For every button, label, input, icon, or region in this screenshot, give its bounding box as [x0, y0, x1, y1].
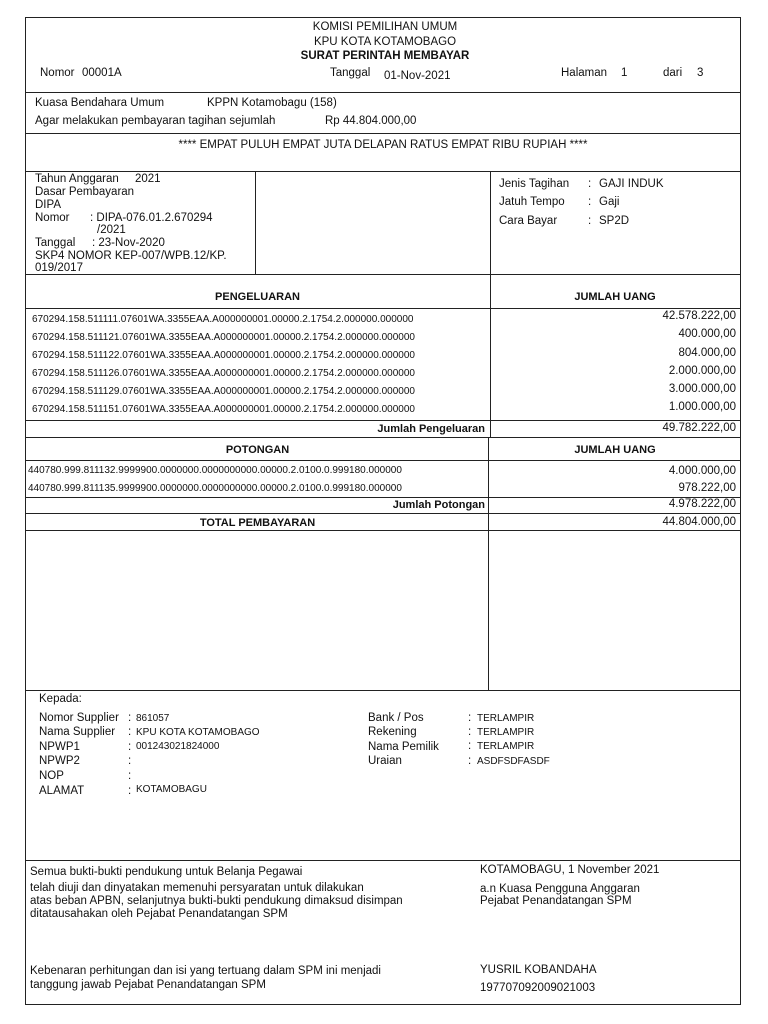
skp-line-2: 019/2017 [35, 262, 83, 274]
divider [25, 171, 741, 172]
budget-nomor-label: Nomor [35, 212, 70, 224]
colon: : [588, 196, 592, 208]
budget-nomor-value: : DIPA-076.01.2.670294 [90, 212, 213, 224]
responsibility-line: tanggung jawab Pejabat Penandatangan SPM [30, 979, 266, 991]
dari-label: dari [663, 67, 683, 79]
dipa-label: DIPA [35, 199, 61, 211]
divider [25, 437, 741, 438]
dari-value: 3 [697, 67, 704, 79]
signer-name: YUSRIL KOBANDAHA [480, 964, 597, 976]
divider [25, 308, 741, 309]
kppn-value: KPPN Kotamobagu (158) [207, 97, 337, 109]
pengeluaran-code: 670294.158.511151.07601WA.3355EAA.A000000001.00000.2.1754.2.000000.000000 [32, 404, 415, 415]
responsibility-line: Kebenaran perhitungan dan isi yang tertuang dalam SPM ini menjadi [30, 965, 381, 977]
potongan-amount: 4.000.000,00 [668, 465, 736, 477]
bank-field-label: Bank / Pos [368, 712, 424, 724]
divider [25, 133, 741, 134]
document-title: SURAT PERINTAH MEMBAYAR [300, 50, 470, 62]
pengeluaran-code: 670294.158.511129.07601WA.3355EAA.A000000001.00000.2.1754.2.000000.000000 [32, 386, 415, 397]
divider [25, 460, 741, 461]
tanggal-label: Tanggal [330, 67, 371, 79]
potongan-code: 440780.999.811132.9999900.0000000.0000000000.00000.2.0100.0.999180.000000 [28, 465, 402, 476]
potongan-header: POTONGAN [225, 444, 290, 456]
kuasa-label: Kuasa Bendahara Umum [35, 97, 165, 109]
supplier-field-value: KPU KOTA KOTAMOBAGO [136, 727, 260, 738]
jenis-tagihan-value: GAJI INDUK [599, 178, 664, 190]
column-divider [490, 171, 491, 274]
nomor-value: 00001A [82, 67, 122, 79]
pengeluaran-code: 670294.158.511122.07601WA.3355EAA.A000000001.00000.2.1754.2.000000.000000 [32, 350, 415, 361]
supplier-field-label: ALAMAT [39, 785, 85, 797]
kepada-title: Kepada: [39, 693, 82, 705]
statement-line: ditatausahakan oleh Pejabat Penandatangan SPM [30, 908, 288, 920]
pengeluaran-amount: 1.000.000,00 [668, 401, 736, 413]
pengeluaran-header: PENGELUARAN [215, 291, 300, 303]
supplier-field-label: Nomor Supplier [39, 712, 119, 724]
supplier-field-label: NOP [39, 770, 64, 782]
jumlah-potongan-value: 4.978.222,00 [668, 498, 736, 510]
jumlah-pengeluaran-label: Jumlah Pengeluaran [377, 423, 485, 435]
frame-top [25, 17, 741, 18]
an-kuasa: a.n Kuasa Pengguna Anggaran [480, 883, 640, 895]
colon: : [468, 726, 472, 738]
tanggal-value: 01-Nov-2021 [384, 70, 451, 82]
colon: : [468, 740, 472, 752]
org-name: KOMISI PEMILIHAN UMUM [312, 21, 458, 33]
potongan-code: 440780.999.811135.9999900.0000000.0000000000.00000.2.0100.0.999180.000000 [28, 483, 402, 494]
statement-line: telah diuji dan dinyatakan memenuhi persyaratan untuk dilakukan [30, 882, 364, 894]
colon: : [128, 741, 132, 753]
bank-field-label: Rekening [368, 726, 417, 738]
divider [25, 530, 741, 531]
agar-label: Agar melakukan pembayaran tagihan sejumlah [35, 115, 276, 127]
colon: : [588, 215, 592, 227]
colon: : [588, 178, 592, 190]
colon: : [128, 712, 132, 724]
pengeluaran-code: 670294.158.511111.07601WA.3355EAA.A000000001.00000.2.1754.2.000000.000000 [32, 314, 414, 325]
divider [25, 420, 741, 421]
total-pembayaran-value: 44.804.000,00 [662, 516, 736, 528]
pengeluaran-amount: 400.000,00 [678, 328, 736, 340]
tahun-value: 2021 [135, 173, 161, 185]
divider [25, 690, 741, 691]
jatuh-tempo-label: Jatuh Tempo [499, 196, 565, 208]
column-divider [488, 437, 489, 691]
pejabat-title: Pejabat Penandatangan SPM [480, 895, 632, 907]
bank-field-label: Nama Pemilik [368, 741, 439, 753]
divider [25, 92, 741, 93]
supplier-field-label: NPWP2 [39, 755, 80, 767]
frame-right [740, 17, 741, 1005]
nomor-label: Nomor [40, 67, 75, 79]
pengeluaran-amount: 2.000.000,00 [668, 365, 736, 377]
divider [25, 513, 741, 514]
supplier-field-value: 001243021824000 [136, 741, 220, 752]
cara-bayar-label: Cara Bayar [499, 215, 558, 227]
cara-bayar-value: SP2D [599, 215, 630, 227]
skp-line-1: SKP4 NOMOR KEP-007/WPB.12/KP. [35, 250, 227, 262]
jumlah-uang-header: JUMLAH UANG [574, 291, 656, 303]
amount-in-words: **** EMPAT PULUH EMPAT JUTA DELAPAN RATUS EMPAT RIBU RUPIAH **** [178, 139, 588, 151]
pengeluaran-amount: 42.578.222,00 [662, 310, 736, 322]
bank-field-value: TERLAMPIR [477, 727, 535, 738]
potongan-jumlah-uang-header: JUMLAH UANG [574, 444, 656, 456]
frame-bottom [25, 1004, 741, 1005]
pengeluaran-code: 670294.158.511126.07601WA.3355EAA.A000000001.00000.2.1754.2.000000.000000 [32, 368, 415, 379]
supplier-field-value: 861057 [136, 713, 170, 724]
colon: : [128, 770, 132, 782]
supplier-field-value: KOTAMOBAGU [136, 784, 207, 795]
potongan-amount: 978.222,00 [678, 482, 736, 494]
halaman-label: Halaman [561, 67, 608, 79]
statement-line: Semua bukti-bukti pendukung untuk Belanja Pegawai [30, 866, 303, 878]
pengeluaran-amount: 3.000.000,00 [668, 383, 736, 395]
colon: : [128, 726, 132, 738]
jumlah-pengeluaran-value: 49.782.222,00 [662, 422, 736, 434]
halaman-value: 1 [621, 67, 628, 79]
frame-left [25, 17, 26, 1005]
pengeluaran-amount: 804.000,00 [678, 347, 736, 359]
colon: : [128, 755, 132, 767]
budget-nomor-value-cont: /2021 [97, 224, 126, 236]
budget-tanggal-value: : 23-Nov-2020 [92, 237, 165, 249]
column-divider [255, 171, 256, 274]
jenis-tagihan-label: Jenis Tagihan [499, 178, 570, 190]
office-name: KPU KOTA KOTAMOBAGO [313, 36, 457, 48]
budget-tanggal-label: Tanggal [35, 237, 76, 249]
divider [25, 274, 741, 275]
pengeluaran-code: 670294.158.511121.07601WA.3355EAA.A000000001.00000.2.1754.2.000000.000000 [32, 332, 415, 343]
jumlah-potongan-label: Jumlah Potongan [392, 499, 485, 511]
bank-field-value: TERLAMPIR [477, 713, 535, 724]
signer-nip: 197707092009021003 [480, 982, 596, 994]
statement-line: atas beban APBN, selanjutnya bukti-bukti pendukung dimaksud disimpan [30, 895, 403, 907]
bank-field-value: ASDFSDFASDF [477, 756, 550, 767]
place-date: KOTAMOBAGU, 1 November 2021 [480, 864, 660, 876]
supplier-field-label: Nama Supplier [39, 726, 116, 738]
colon: : [468, 712, 472, 724]
jatuh-tempo-value: Gaji [599, 196, 620, 208]
tahun-label: Tahun Anggaran [35, 173, 119, 185]
supplier-field-label: NPWP1 [39, 741, 80, 753]
total-pembayaran-label: TOTAL PEMBAYARAN [199, 517, 316, 529]
colon: : [468, 755, 472, 767]
bank-field-label: Uraian [368, 755, 402, 767]
payment-amount: Rp 44.804.000,00 [325, 115, 417, 127]
dasar-label: Dasar Pembayaran [35, 186, 135, 198]
divider [25, 860, 741, 861]
bank-field-value: TERLAMPIR [477, 741, 535, 752]
colon: : [128, 785, 132, 797]
